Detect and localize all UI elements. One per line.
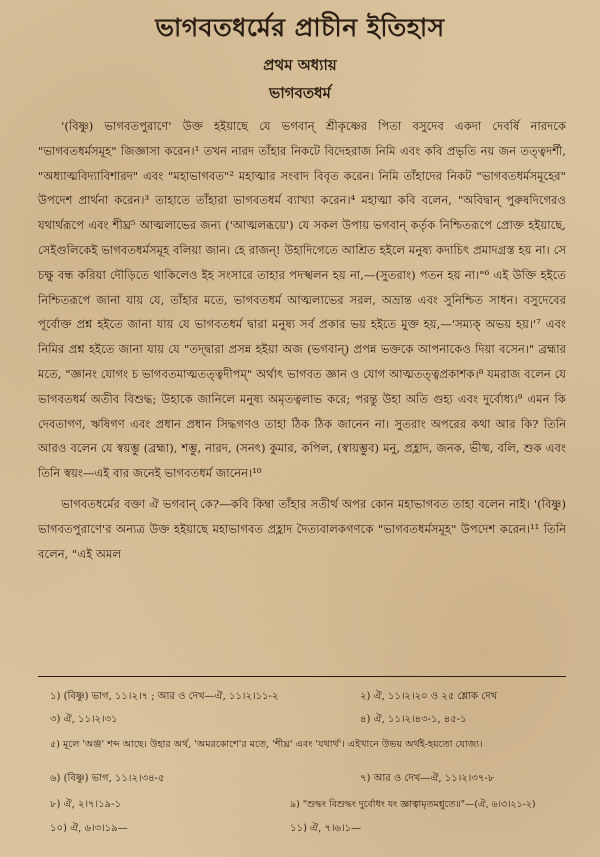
body-text	[38, 114, 566, 566]
paragraph-2: ভাগবতধর্মের বক্তা ঐ ভগবান্ কে?—কবি কিম্বা তাঁহার সতীর্থ অপর কোন মহাভাগবত তাহা বলেন নাই। '(বিষ্ণু) ভাগবতপুরাণে'র অন্যত্র উক্ত হইয়াছে মহাভাগবত প্রহ্লাদ দৈত্যবালকগণকে "ভাগবতধর্মসমূহ" উপদেশ করেন।¹¹ তিনি বলেন, "এই অমল	[38, 496, 566, 561]
footnote-7: ৭) আর ও দেখ—ঐ, ১১।২।৩৭-৮	[360, 773, 495, 784]
page-title: ভাগবতধর্মের প্রাচীন ইতিহাস	[155, 13, 445, 42]
footnote-divider	[38, 676, 566, 677]
footnote-8: ৮) ঐ, ২।৭।১৯-১	[50, 799, 121, 810]
footnote-10: ১০) ঐ, ৬।৩।১৯—	[50, 823, 128, 834]
footnote-9: ৯) "শুদ্ধং বিশুদ্ধং দুর্বোধং যং জ্ঞাত্বামৃতমশ্নুতে॥"—(ঐ, ৬।৩।২১-২)	[290, 799, 536, 810]
footnote-2: ২) ঐ, ১১।২।২০ ও ২৫ শ্লোক দেখ	[360, 691, 498, 702]
chapter-heading: প্রথম অধ্যায়	[263, 56, 337, 74]
footnote-11: ১১) ঐ, ৭।৬।১—	[290, 823, 362, 834]
footnote-1: ১) (বিষ্ণু) ভাগ, ১১।২।৭ ; আর ও দেখ—ঐ, ১১।২।১১-২	[50, 691, 279, 702]
footnote-6: ৬) (বিষ্ণু) ভাগ, ১১।২।৩৪-৫	[50, 773, 165, 784]
section-heading: ভাগবতধর্ম	[269, 84, 331, 102]
footnote-5: ৫) মূলে 'অঞ্জ' শব্দ আছে। উহার অর্থ, 'অমরকোশে'র মতে, 'শীঘ্র' এবং 'যথার্থ'। এইখানে উভয় অর্থই-হয়তো যোজ্য।	[50, 739, 483, 750]
footnote-3: ৩) ঐ, ১১।২।৩১	[50, 714, 118, 725]
paragraph-1: '(বিষ্ণু) ভাগবতপুরাণে' উক্ত হইয়াছে যে ভগবান্ শ্রীকৃষ্ণের পিতা বসুদেব একদা দেবর্ষি নারদকে "ভাগবতধর্মসমূহ" জিজ্ঞাসা করেন।¹ তখন নারদ তাঁহার নিকটে বিদেহরাজ নিমি এবং কবি প্রভৃতি নয় জন তত্ত্বদর্শী, "অধ্যাত্মবিদ্যাবিশারদ" এবং "মহাভাগবত"² মহাত্মার সংবাদ বিবৃত করেন। নিমি তাঁহাদের নিকট "ভাগবতধর্মসমূহের" উপদেশ প্রার্থনা করেন।³ তাহাতে তাঁহারা ভাগবতধর্ম ব্যাখ্যা করেন।⁴ মহাত্মা কবি বলেন, "অবিদ্বান্ পুরুষদিগেরও যথার্থরূপে এবং শীঘ্র⁵ আত্মলাভের জন্য ('আত্মলব্ধয়ে') যে সকল উপায় ভগবান্ কর্তৃক নিশ্চিতরূপে প্রোক্ত হইয়াছে, সেইগুলিকেই ভাগবতধর্মসমূহ বলিয়া জান। হে রাজন্! উহাদিগেতে আশ্রিত হইলে মনুষ্য কদাচিৎ প্রমাদগ্রস্ত হয় না। সে চক্ষু বন্ধ করিয়া দৌড়িতে থাকিলেও ইহ সংসারে তাহার পদস্খলন হয় না,—(সুতরাং) পতন হয় না।"⁶ এই উক্তি হইতে নিশ্চিতরূপে জানা যায় যে, তাঁহার মতে, ভাগবতধর্ম আত্মলাভের সরল, অভ্রান্ত এবং সুনিশ্চিত সাধন। বসুদেবের পূর্বোক্ত প্রশ্ন হইতে জানা যায় যে ভাগবতধর্ম দ্বারা মনুষ্য সর্ব প্রকার ভয় হইতে মুক্ত হয়,—'সম্যক্ অভয় হয়।'⁷ এবং নিমির প্রশ্ন হইতে জানা যায় যে "তদ্দ্বারা প্রসন্ন হইয়া অজ (ভগবান্) প্রপন্ন ভক্তকে আপনাকেও দিয়া বসেন।" ব্রহ্মার মতে, "জ্ঞানং যোগং চ ভাগবতমাত্মতত্ত্বদীপম্" অর্থাৎ ভাগবত জ্ঞান ও যোগ আত্মতত্ত্বপ্রকাশক।⁸ যমরাজ বলেন যে ভাগবতধর্ম অতীব বিশুদ্ধ; উহাকে জানিলে মনুষ্য অমৃতত্বলাভ করে; পরন্তু উহা অতি গুহ্য এবং দুর্বোধ্য।⁹ এমন কি দেবতাগণ, ঋষিগণ এবং প্রধান প্রধান সিদ্ধগণও তাহা ঠিক ঠিক জানেন না। সুতরাং অপরের কথা আর কি? তিনি আরও বলেন যে স্বয়ম্ভু (ব্রহ্মা), শম্ভু, নারদ, (সনৎ) কুমার, কপিল, (স্বায়ম্ভুব) মনু, প্রহ্লাদ, জনক, ভীষ্ম, বলি, শুক এবং তিনি স্বয়ং—এই বার জনেই ভাগবতধর্ম জানেন।¹⁰	[38, 119, 566, 481]
footnote-4: ৪) ঐ, ১১।২।৪৩-১, ৪৫-১	[360, 714, 467, 725]
